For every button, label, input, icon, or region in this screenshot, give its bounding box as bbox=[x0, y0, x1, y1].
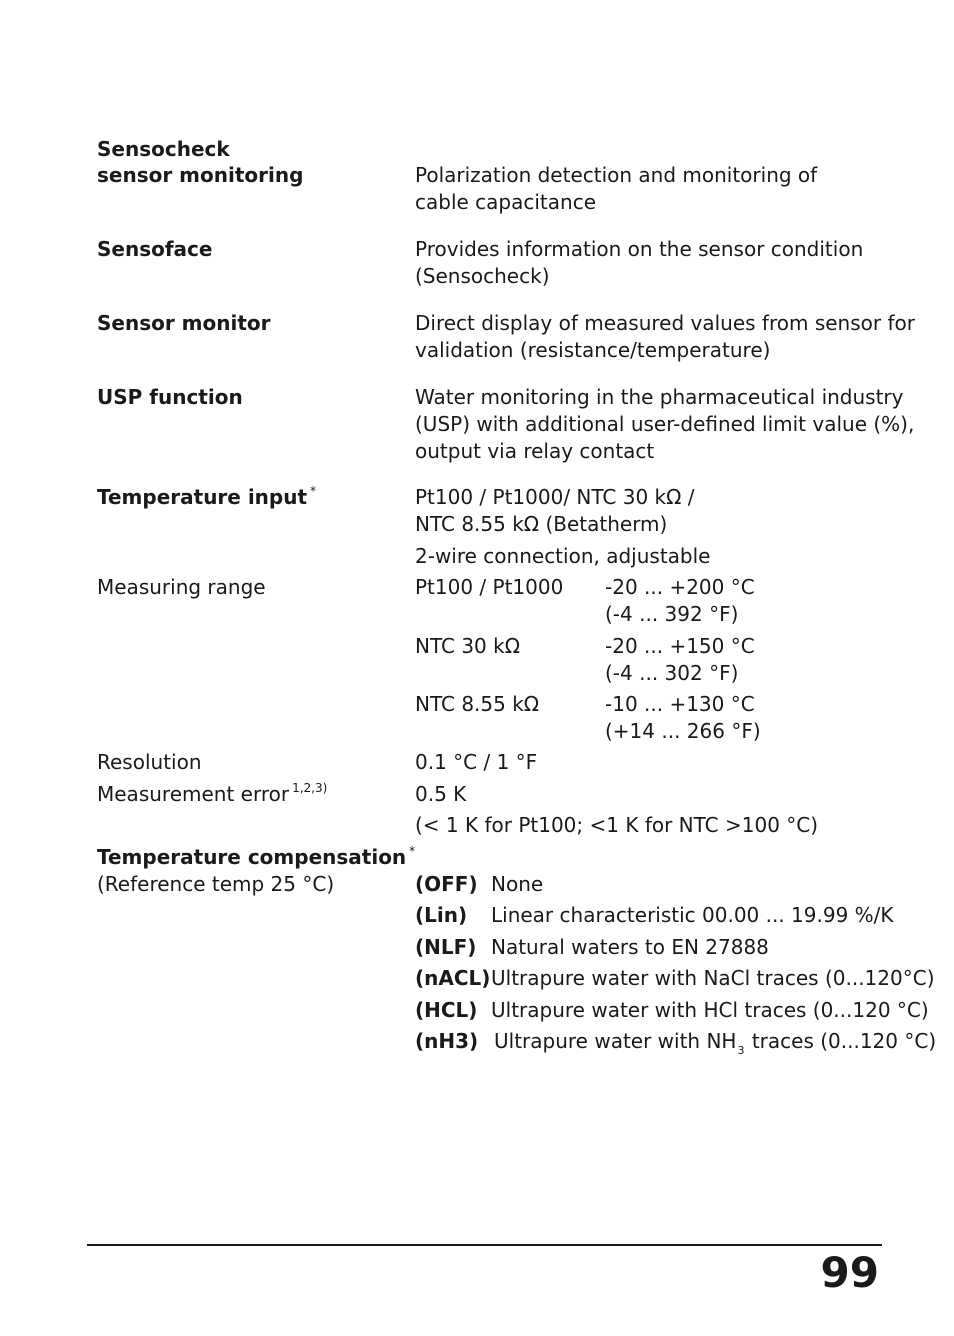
measurement-error-footnote-marker: 1,2,3) bbox=[292, 781, 328, 795]
tc-mode-desc-hcl: Ultrapure water with HCl traces (0...120 °C) bbox=[491, 998, 929, 1022]
temperature-compensation-label: Temperature compensation * bbox=[97, 844, 416, 869]
sensoface-value-line2: (Sensocheck) bbox=[415, 264, 550, 288]
tc-mode-desc-nh3: Ultrapure water with $NH_3$ traces (0...120 °C) bbox=[494, 1029, 937, 1057]
sensor-monitor-value-line1: Direct display of measured values from sensor for bbox=[415, 311, 915, 335]
tc-mode-desc-nacl: Ultrapure water with NaCl traces (0...120°C) bbox=[491, 966, 935, 990]
tc-mode-desc-lin: Linear characteristic 00.00 ... 19.99 %/K bbox=[491, 903, 894, 927]
usp-function-label: USP function bbox=[97, 385, 243, 409]
measurement-error-value-line1: 0.5 K bbox=[415, 782, 467, 806]
temperature-input-value-line2: NTC 8.55 kΩ (Betatherm) bbox=[415, 512, 668, 536]
sensocheck-label-line2: sensor monitoring bbox=[97, 163, 304, 187]
measuring-range-sensor-ntc30: NTC 30 kΩ bbox=[415, 634, 520, 658]
temperature-input-footnote-marker: * bbox=[310, 484, 317, 498]
measuring-range-fahrenheit-ntc855: (+14 ... 266 °F) bbox=[605, 719, 761, 743]
tc-mode-code-nh3: (nH3) bbox=[415, 1029, 479, 1053]
temperature-compensation-footnote-marker: * bbox=[409, 844, 416, 858]
tc-mode-code-nlf: (NLF) bbox=[415, 935, 477, 959]
resolution-label: Resolution bbox=[97, 750, 202, 774]
sensocheck-label-line1: Sensocheck bbox=[97, 137, 230, 161]
usp-function-value-line1: Water monitoring in the pharmaceutical industry bbox=[415, 385, 904, 409]
measuring-range-celsius-ntc30: -20 ... +150 °C bbox=[605, 634, 755, 658]
measuring-range-sensor-pt100: Pt100 / Pt1000 bbox=[415, 575, 564, 599]
page-number: 99 bbox=[820, 1248, 879, 1297]
sensor-monitor-label: Sensor monitor bbox=[97, 311, 271, 335]
tc-mode-code-nacl: (nACL) bbox=[415, 966, 491, 990]
measuring-range-celsius-ntc855: -10 ... +130 °C bbox=[605, 692, 755, 716]
temperature-input-value-line3: 2-wire connection, adjustable bbox=[415, 544, 711, 568]
temperature-compensation-reference: (Reference temp 25 °C) bbox=[97, 872, 335, 896]
measuring-range-fahrenheit-ntc30: (-4 ... 302 °F) bbox=[605, 661, 739, 685]
measuring-range-label: Measuring range bbox=[97, 575, 266, 599]
temperature-input-label: Temperature input * bbox=[97, 484, 317, 509]
measuring-range-celsius-pt100: -20 ... +200 °C bbox=[605, 575, 755, 599]
sensoface-label: Sensoface bbox=[97, 237, 213, 261]
sensor-monitor-value-line2: validation (resistance/temperature) bbox=[415, 338, 771, 362]
nh3-subscript: 3 bbox=[737, 1044, 745, 1057]
tc-mode-code-hcl: (HCL) bbox=[415, 998, 478, 1022]
sensocheck-value-line1: Polarization detection and monitoring of bbox=[415, 163, 818, 187]
measuring-range-sensor-ntc855: NTC 8.55 kΩ bbox=[415, 692, 540, 716]
tc-mode-code-lin: (Lin) bbox=[415, 903, 468, 927]
sensoface-value-line1: Provides information on the sensor condition bbox=[415, 237, 864, 261]
tc-mode-desc-nlf: Natural waters to EN 27888 bbox=[491, 935, 769, 959]
resolution-value: 0.1 °C / 1 °F bbox=[415, 750, 538, 774]
measurement-error-label: Measurement error $^{1,2,3)}$ bbox=[97, 781, 328, 806]
usp-function-value-line3: output via relay contact bbox=[415, 439, 655, 463]
tc-mode-code-off: (OFF) bbox=[415, 872, 478, 896]
footer-rule bbox=[87, 1244, 882, 1246]
usp-function-value-line2: (USP) with additional user-defined limit value (%), bbox=[415, 412, 915, 436]
measuring-range-fahrenheit-pt100: (-4 ... 392 °F) bbox=[605, 602, 739, 626]
sensocheck-value-line2: cable capacitance bbox=[415, 190, 596, 214]
temperature-input-value-line1: Pt100 / Pt1000/ NTC 30 kΩ / bbox=[415, 485, 695, 509]
tc-mode-desc-off: None bbox=[491, 872, 544, 896]
measurement-error-value-line2: (< 1 K for Pt100; <1 K for NTC >100 °C) bbox=[415, 813, 819, 837]
